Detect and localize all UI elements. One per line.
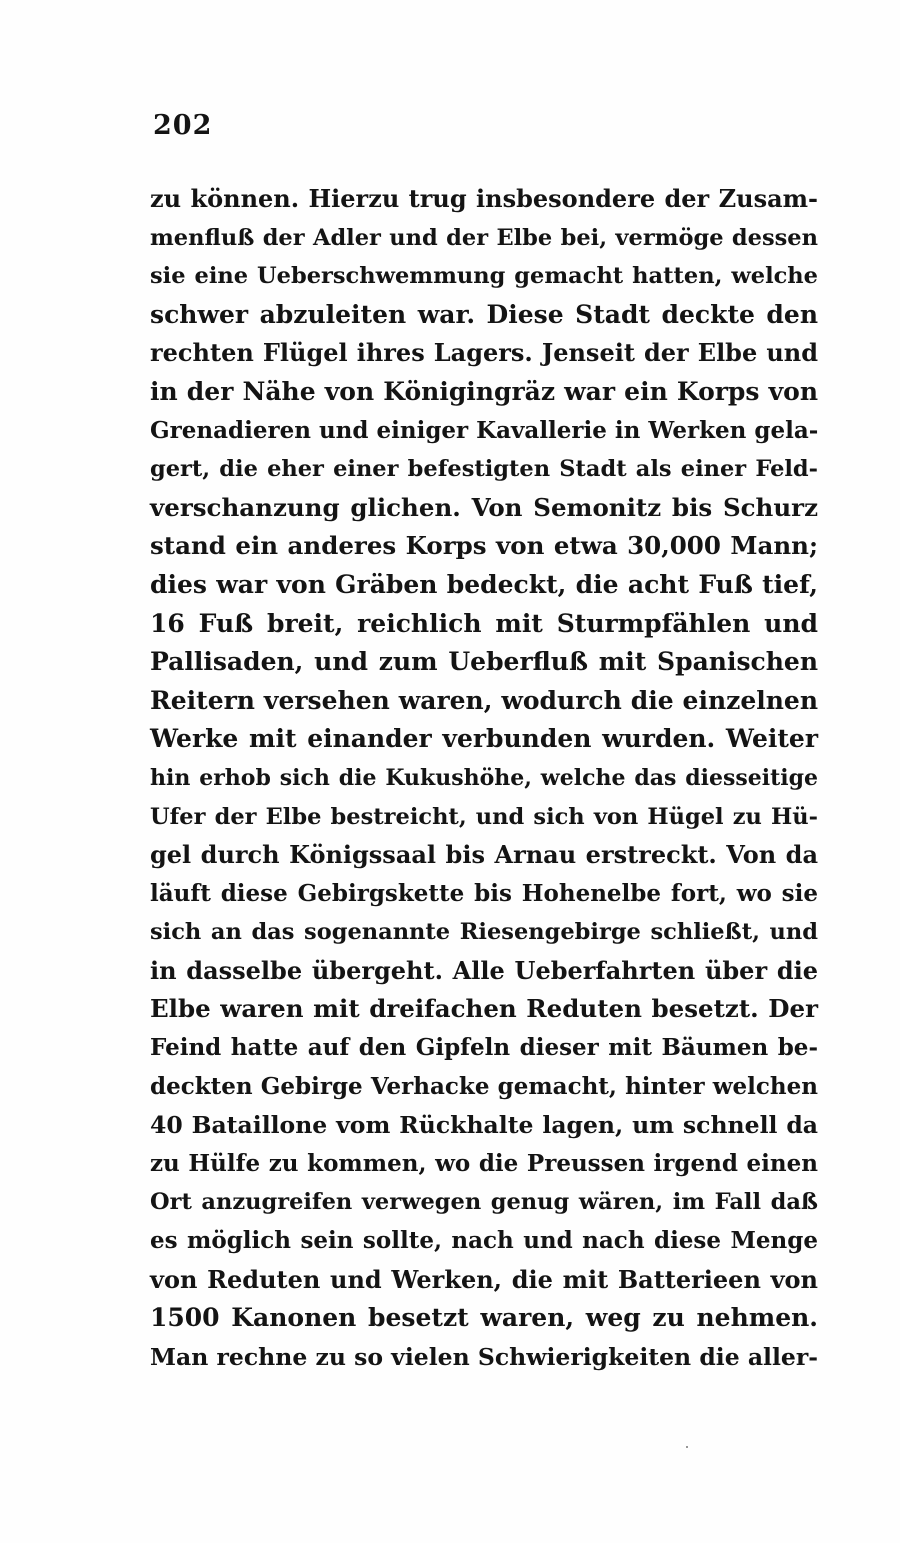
body-text — [150, 180, 818, 1376]
text-line: stand ein anderes Korps von etwa 30,000 Mann; — [150, 531, 818, 561]
text-line: dies war von Gräben bedeckt, die acht Fuß tief, — [150, 569, 818, 599]
text-line: Elbe waren mit dreifachen Reduten besetzt. Der — [150, 994, 818, 1024]
text-line: zu können. Hierzu trug insbesondere der Zusam- — [150, 184, 818, 213]
text-line: gert, die eher einer befestigten Stadt als einer Feld- — [150, 456, 818, 483]
text-line: es möglich sein sollte, nach und nach diese Menge — [150, 1227, 818, 1255]
text-line: Reitern versehen waren, wodurch die einzelnen — [150, 685, 818, 715]
text-line: läuft diese Gebirgskette bis Hohenelbe fort, wo sie — [150, 879, 818, 907]
text-line: menfluß der Adler und der Elbe bei, vermöge dessen — [150, 224, 818, 251]
text-line: verschanzung glichen. Von Semonitz bis Schurz — [150, 492, 818, 522]
text-line: rechten Flügel ihres Lagers. Jenseit der Elbe und — [150, 338, 818, 368]
text-line: 1500 Kanonen besetzt waren, weg zu nehmen. — [150, 1303, 818, 1333]
text-line: deckten Gebirge Verhacke gemacht, hinter welchen — [150, 1072, 818, 1100]
text-line: Feind hatte auf den Gipfeln dieser mit Bäumen be- — [150, 1034, 818, 1062]
text-line: gel durch Königssaal bis Arnau erstreckt. Von da — [150, 840, 818, 870]
text-line: sie eine Ueberschwemmung gemacht hatten, welche — [150, 263, 818, 290]
text-line: 16 Fuß breit, reichlich mit Sturmpfählen und — [150, 608, 818, 638]
text-line: Werke mit einander verbunden wurden. Weiter — [150, 724, 818, 754]
text-line: zu Hülfe zu kommen, wo die Preussen irgend einen — [150, 1149, 818, 1177]
text-line: schwer abzuleiten war. Diese Stadt deckte den — [150, 299, 818, 329]
text-line: Man rechne zu so vielen Schwierigkeiten die aller- — [150, 1342, 818, 1371]
text-line: hin erhob sich die Kukushöhe, welche das diesseitige — [150, 764, 818, 791]
text-line: 40 Bataillone vom Rückhalte lagen, um schnell da — [150, 1111, 818, 1140]
page-number: 202 — [153, 110, 213, 141]
paper-speck — [686, 1446, 688, 1448]
text-line: Ort anzugreifen verwegen genug wären, im Fall daß — [150, 1189, 818, 1216]
text-line: in der Nähe von Königingräz war ein Korps von — [150, 376, 818, 406]
text-line: Pallisaden, und zum Ueberfluß mit Spanischen — [150, 647, 818, 677]
text-line: Grenadieren und einiger Kavallerie in Werken gela- — [150, 416, 819, 444]
text-line: Ufer der Elbe bestreicht, und sich von Hügel zu Hü- — [150, 803, 818, 830]
text-line: sich an das sogenannte Riesengebirge schließt, und — [150, 919, 818, 946]
text-line: in dasselbe übergeht. Alle Ueberfahrten über die — [150, 955, 818, 985]
text-line: von Reduten und Werken, die mit Batterieen von — [150, 1264, 818, 1294]
